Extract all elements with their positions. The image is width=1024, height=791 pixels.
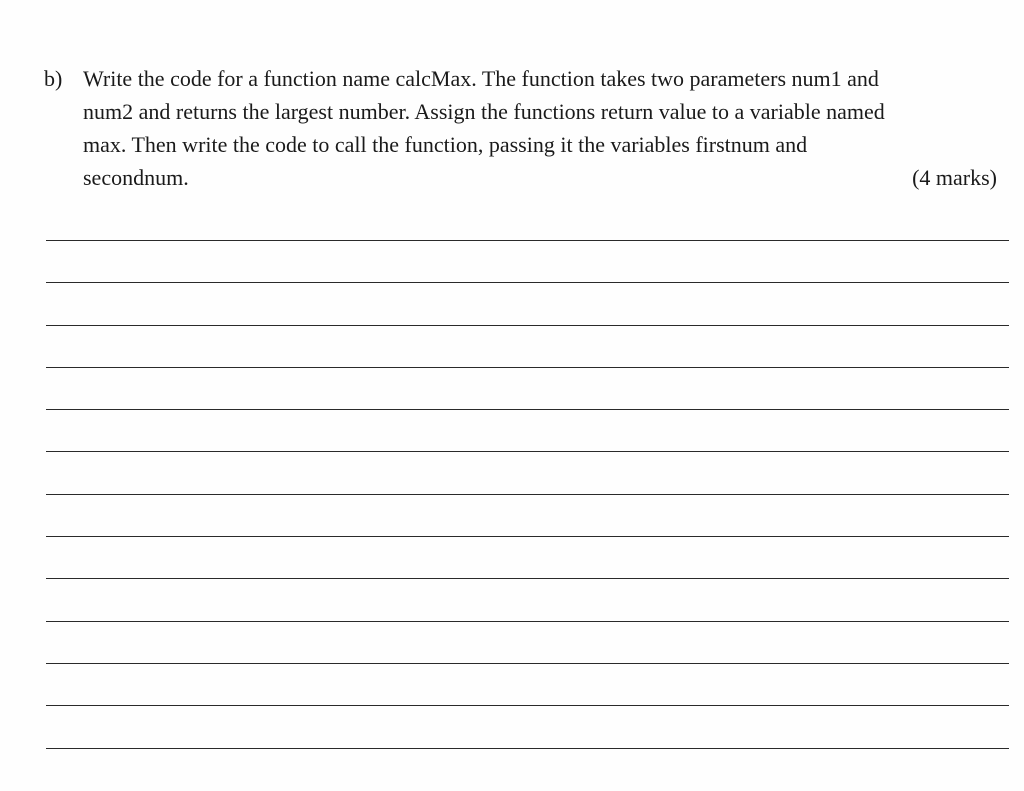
question-line-3: max. Then write the code to call the function, passing it the variables firstnum and xyxy=(83,132,808,157)
answer-line[interactable] xyxy=(46,621,1009,622)
question-line-4 xyxy=(83,161,997,194)
answer-line[interactable] xyxy=(46,663,1009,664)
answer-line[interactable] xyxy=(46,325,1009,326)
answer-line[interactable] xyxy=(46,748,1009,749)
question-last-text: secondnum. xyxy=(83,165,189,190)
answer-line[interactable] xyxy=(46,536,1009,537)
question-label: b) xyxy=(44,66,63,91)
answer-line[interactable] xyxy=(46,705,1009,706)
answer-line[interactable] xyxy=(46,282,1009,283)
marks-label: (4 marks) xyxy=(912,165,997,190)
answer-line[interactable] xyxy=(46,409,1009,410)
question-line-2: num2 and returns the largest number. Assign the functions return value to a variable named xyxy=(83,99,885,124)
answer-line[interactable] xyxy=(46,367,1009,368)
answer-line[interactable] xyxy=(46,240,1009,241)
answer-line[interactable] xyxy=(46,451,1009,452)
question-text xyxy=(83,62,997,194)
answer-area[interactable] xyxy=(46,240,1009,790)
answer-line[interactable] xyxy=(46,494,1009,495)
answer-line[interactable] xyxy=(46,578,1009,579)
question-line-1: Write the code for a function name calcMax. The function takes two parameters num1 and xyxy=(83,66,879,91)
